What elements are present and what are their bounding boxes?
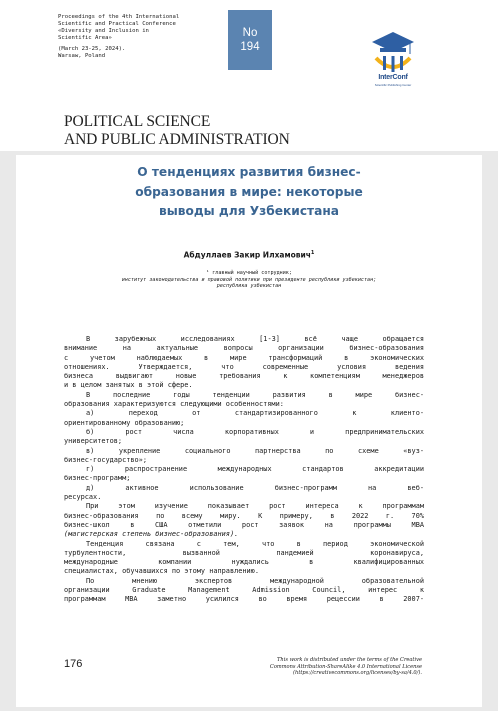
issue-badge bbox=[228, 10, 272, 70]
body-line: бизнес-школ в США отметили рост заявок на программы MBA bbox=[64, 520, 424, 529]
body-line: В зарубежных исследованиях [1-3] всё чаще обращается bbox=[86, 335, 424, 343]
affiliation-line: институт законодательства и правовой политики при президенте республики узбекистан; bbox=[121, 276, 377, 283]
body-line: международные компании нуждались в квалифицированных bbox=[64, 558, 424, 567]
body-line: б) рост числа корпоративных и предпринимательских bbox=[86, 427, 424, 436]
body-line: организации Graduate Management Admission Council, интерес к bbox=[64, 586, 424, 595]
article-title bbox=[0, 163, 498, 222]
body-line: и в целом занятых в этой сфере. bbox=[64, 381, 193, 390]
body-line: университетов; bbox=[64, 437, 123, 446]
body-line: с учетом наблюдаемых в мире трансформаций в экономических bbox=[64, 353, 424, 362]
body-line: бизнес-государство»; bbox=[64, 455, 147, 464]
body-line: ориентированному образованию; bbox=[64, 418, 185, 427]
license-line: (https://creativecommons.org/licenses/by-sa/4.0/). bbox=[293, 670, 422, 677]
license-line: This work is distributed under the terms of the Creative bbox=[277, 657, 422, 663]
body-line: Тенденция связана с тем, что в период экономической bbox=[86, 539, 424, 548]
body-line: ресурсах. bbox=[64, 493, 102, 502]
affiliation-role: ¹ главный научный сотрудник; bbox=[206, 270, 292, 276]
body-line: г) распространение международных стандартов аккредитации bbox=[86, 465, 424, 474]
conference-place: Warsaw, Poland bbox=[58, 52, 106, 59]
conference-line: Proceedings of the 4th International bbox=[58, 14, 180, 20]
body-line: специалистах, обучавшихся по этому направлению. bbox=[64, 567, 259, 576]
body-line: В последние годы тенденции развития в мире бизнес- bbox=[86, 390, 424, 399]
article-title-line: О тенденциях развития бизнес- bbox=[137, 165, 361, 179]
body-line: бизнес-программ; bbox=[64, 474, 131, 483]
conference-line: «Diversity and Inclusion in bbox=[58, 28, 149, 35]
issue-number: 194 bbox=[240, 41, 260, 54]
body-line: (магистерская степень бизнес-образования). bbox=[64, 530, 239, 539]
body-line: образования характеризуются следующими особенностями: bbox=[64, 400, 284, 409]
license-notice bbox=[270, 657, 422, 677]
body-line: При этом изучение показывает рост интереса к программам bbox=[86, 502, 424, 511]
conference-date: (March 23-25, 2024). bbox=[58, 45, 126, 52]
body-line: отношениях. Утверждается, что современные условия ведения bbox=[64, 362, 424, 371]
author-name: Абдуллаев Закир Илхамович bbox=[183, 250, 311, 260]
conference-info bbox=[58, 14, 228, 60]
article-title-line: выводы для Узбекистана bbox=[159, 204, 339, 218]
body-line: в) укрепление социального партнерства по схеме «вуз- bbox=[86, 446, 424, 455]
section-title-line: AND PUBLIC ADMINISTRATION bbox=[64, 131, 290, 148]
affiliation-line: республика узбекистан bbox=[216, 283, 282, 290]
body-line: внимание на актуальные вопросы организации бизнес-образования bbox=[64, 344, 424, 353]
issue-label: No bbox=[242, 27, 258, 39]
body-line: турбулентности, вызванной пандемией коронавируса, bbox=[64, 548, 424, 557]
page-number: 176 bbox=[64, 658, 83, 670]
article-body bbox=[64, 335, 424, 605]
logo-subtext: Scientific Publishing Center bbox=[374, 83, 412, 87]
body-line: программам MBA заметно усилился во время рецессии в 2007- bbox=[64, 595, 424, 604]
logo-text: InterConf bbox=[378, 74, 408, 81]
license-line: Commons Attribution-ShareAlike 4.0 International License bbox=[269, 663, 422, 670]
body-line: бизнес-образования по всему миру. К примеру, в 2022 г. 70% bbox=[64, 511, 424, 520]
body-line: д) активное использование бизнес-программ на веб- bbox=[86, 483, 424, 492]
conference-line: Scientific Area» bbox=[58, 35, 112, 42]
body-line: а) переход от стандартизированного к клиенто- bbox=[86, 409, 424, 418]
affiliation bbox=[0, 270, 498, 290]
author-mark: 1 bbox=[310, 250, 315, 256]
conference-line: Scientific and Practical Conference bbox=[58, 21, 176, 28]
body-line: По мнению экспертов международной образовательной bbox=[86, 576, 424, 585]
article-title-line: образования в мире: некоторые bbox=[135, 184, 363, 199]
body-line: бизнеса выдвигают новые требования к компетенциям менеджеров bbox=[64, 372, 424, 381]
author bbox=[0, 250, 498, 260]
section-title bbox=[64, 113, 290, 149]
section-title-line: POLITICAL SCIENCE bbox=[64, 113, 211, 130]
